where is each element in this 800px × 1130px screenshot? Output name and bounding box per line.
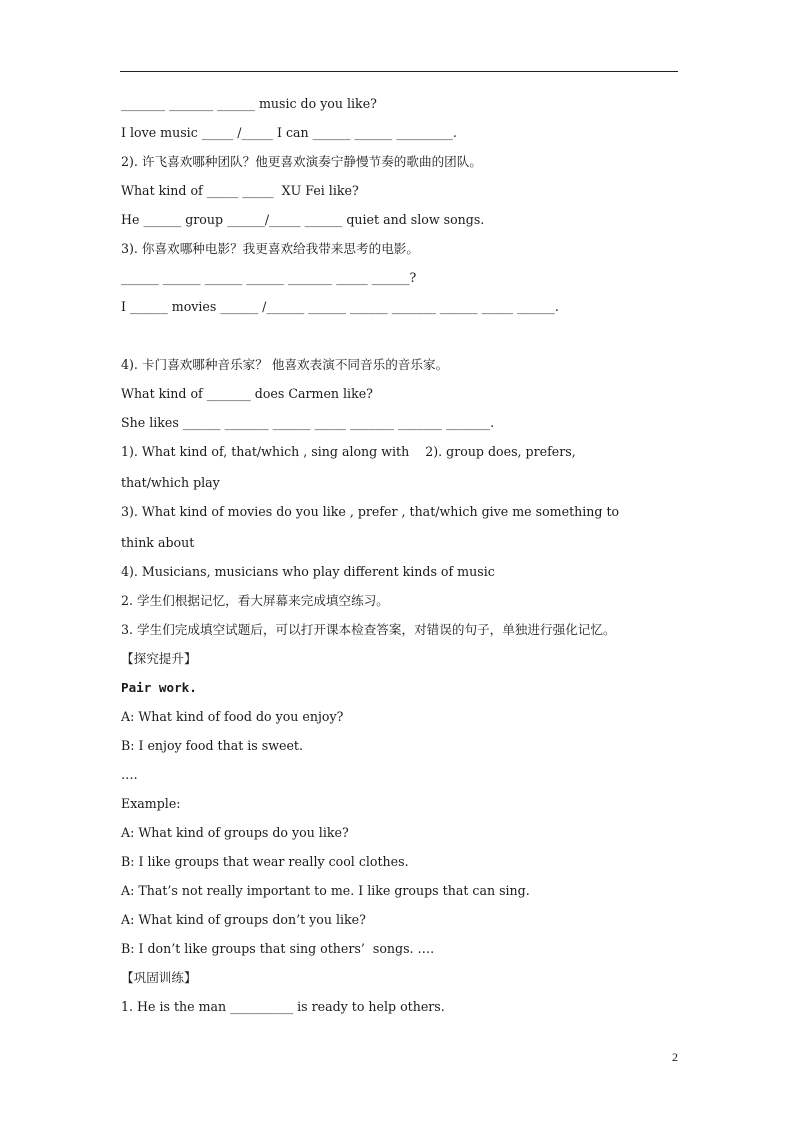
section-heading: 【巩固训练】 <box>121 970 197 985</box>
text-line: ______ ______ ______ ______ _______ _____ ______? <box>121 270 417 285</box>
text-line: A: What kind of food do you enjoy? <box>121 709 344 724</box>
text-line: B: I like groups that wear really cool clothes. <box>121 854 409 869</box>
text-line: B: I don’t like groups that sing others’ songs. …. <box>121 941 435 956</box>
text-line: 4). Musicians, musicians who play different kinds of music <box>121 564 495 579</box>
text-line: …. <box>121 767 138 782</box>
text-line: A: That’s not really important to me. I like groups that can sing. <box>121 883 530 898</box>
text-line: I ______ movies ______ /______ ______ ______ _______ ______ _____ ______. <box>121 299 559 314</box>
text-line: that/which play <box>121 475 220 490</box>
section-heading: Pair work. <box>121 680 197 695</box>
text-line: He ______ group ______/_____ ______ quiet and slow songs. <box>121 212 485 227</box>
text-line: 3. 学生们完成填空试题后，可以打开课本检查答案，对错误的句子，单独进行强化记忆。 <box>121 622 616 637</box>
text-line: B: I enjoy food that is sweet. <box>121 738 303 753</box>
text-line: I love music _____ /_____ I can ______ ______ _________. <box>121 125 457 140</box>
page-number: 2 <box>672 1050 678 1064</box>
section-heading: 【探究提升】 <box>121 651 197 666</box>
header-rule <box>120 71 678 72</box>
text-line: 3). What kind of movies do you like , prefer , that/which give me something to <box>121 504 620 519</box>
text-line: 3). 你喜欢哪种电影？我更喜欢给我带来思考的电影。 <box>121 241 419 256</box>
text-line: 2. 学生们根据记忆，看大屏幕来完成填空练习。 <box>121 593 389 608</box>
text-line: She likes ______ _______ ______ _____ _______ _______ _______. <box>121 415 495 430</box>
text-line: A: What kind of groups don’t you like? <box>121 912 366 927</box>
text-line: 4). 卡门喜欢哪种音乐家？ 他喜欢表演不同音乐的音乐家。 <box>121 357 449 372</box>
text-line: 1). What kind of, that/which , sing along with 2). group does, prefers, <box>121 444 576 459</box>
text-line: Example: <box>121 796 181 811</box>
text-line: think about <box>121 535 195 550</box>
text-line: A: What kind of groups do you like? <box>121 825 349 840</box>
text-line: What kind of _______ does Carmen like? <box>121 386 373 401</box>
text-line: 1. He is the man __________ is ready to help others. <box>121 999 445 1014</box>
text-line: 2). 许飞喜欢哪种团队？他更喜欢演奏宁静慢节奏的歌曲的团队。 <box>121 154 482 169</box>
text-line: _______ _______ ______ music do you like? <box>121 96 377 111</box>
text-line: What kind of _____ _____ XU Fei like? <box>121 183 359 198</box>
